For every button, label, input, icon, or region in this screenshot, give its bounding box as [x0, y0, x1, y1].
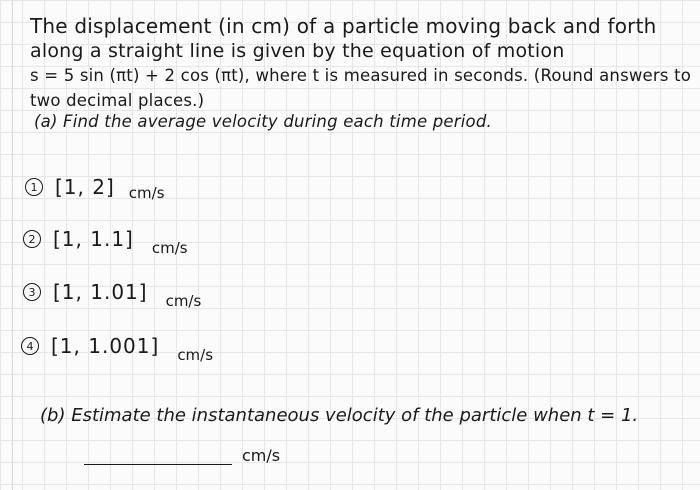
part-b-question: (b) Estimate the instantaneous velocity of the particle when t = 1.: [40, 405, 639, 426]
problem-line-2: along a straight line is given by the equation of motion: [30, 40, 565, 62]
item-number-badge: 4: [21, 337, 39, 355]
interval-item-3: [23, 280, 202, 310]
item-number-badge: 2: [23, 230, 41, 248]
item-number-badge: 3: [23, 283, 41, 301]
answer-unit: cm/s: [242, 446, 281, 465]
problem-line-3: s = 5 sin (πt) + 2 cos (πt), where t is measured in seconds. (Round answers to: [30, 66, 692, 85]
interval-unit: cm/s: [151, 239, 188, 257]
page-margin-line: [12, 0, 13, 490]
interval-text: [1, 1.1]: [53, 227, 134, 251]
answer-row: [84, 446, 280, 465]
interval-text: [1, 1.01]: [53, 280, 148, 304]
interval-text: [1, 2]: [55, 175, 115, 199]
interval-unit: cm/s: [177, 346, 214, 364]
answer-blank[interactable]: [84, 450, 232, 465]
item-number-badge: 1: [25, 178, 43, 196]
problem-line-4: two decimal places.): [30, 91, 205, 110]
interval-unit: cm/s: [128, 184, 165, 202]
interval-text: [1, 1.001]: [51, 334, 160, 358]
part-a-heading: (a) Find the average velocity during each time period.: [34, 112, 492, 131]
interval-unit: cm/s: [165, 292, 202, 310]
interval-item-2: [23, 227, 188, 257]
interval-item-4: [21, 334, 214, 364]
problem-line-1: The displacement (in cm) of a particle moving back and forth: [30, 14, 657, 38]
interval-item-1: [25, 175, 165, 202]
